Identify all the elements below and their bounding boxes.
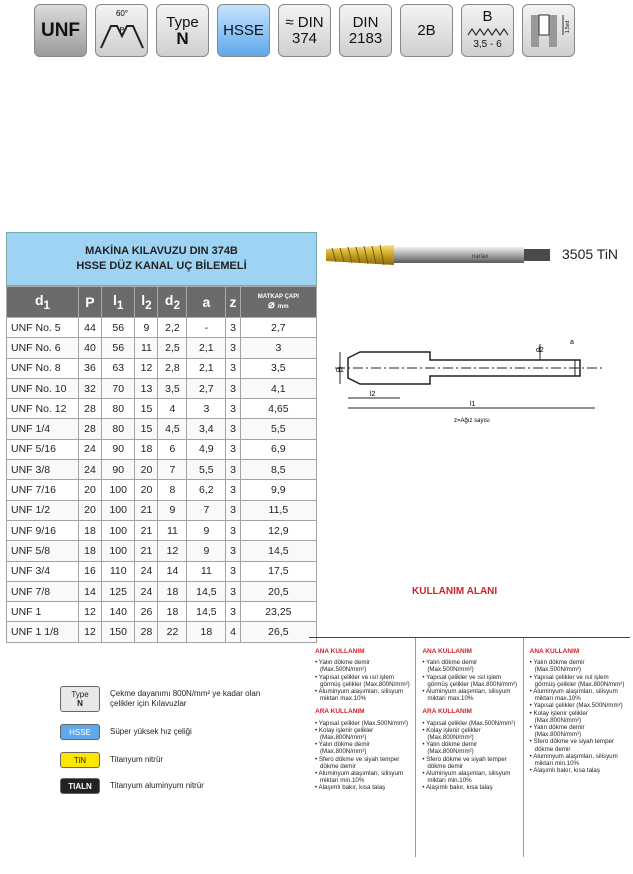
usage-column [523,638,630,857]
table-cell: 8,5 [240,460,316,480]
unf-label: UNF [40,19,81,41]
table-cell: 12 [135,358,158,378]
usage-item: • Aluminyum alaşımları, silisyum miktarı max.10% [422,688,518,702]
table-cell: 18 [187,622,226,642]
table-cell: 4,65 [240,399,316,419]
dimension-table [6,286,317,643]
dimension-drawing [330,330,615,430]
table-cell: 9 [187,520,226,540]
table-cell: 2,7 [187,378,226,398]
table-cell: 21 [135,520,158,540]
drill-header-text: MATKAP ÇAPI [257,294,299,300]
table-cell: 20 [79,480,102,500]
table-cell: 3 [226,419,240,439]
d2-label: d2 [536,347,544,354]
table-cell: 28 [79,419,102,439]
thread-size-cell: UNF No. 8 [7,358,79,378]
table-cell: 24 [79,460,102,480]
usage-column [415,638,522,857]
table-cell: 150 [101,622,135,642]
thread-size-cell: UNF 1/2 [7,500,79,520]
usage-list [422,659,518,702]
table-title-line2: HSSE DÜZ KANAL UÇ BİLEMELİ [76,260,247,272]
table-row [7,399,317,419]
usage-heading: ANA KULLANIM [315,648,365,655]
table-cell: 3 [226,378,240,398]
table-cell: 4 [158,399,187,419]
chamfer-label: 3,5 - 6 [473,38,502,50]
table-cell: 9 [158,500,187,520]
table-cell: 3,5 [240,358,316,378]
thread-size-cell: UNF 1 [7,602,79,622]
table-cell: 3 [226,480,240,500]
table-cell: 100 [101,500,135,520]
thread-size-cell: UNF 5/8 [7,541,79,561]
usage-item: • Yapısal çelikler (Max.500N/mm²) [315,720,411,727]
thread-size-cell: UNF No. 5 [7,318,79,338]
table-cell: 2,7 [240,318,316,338]
table-title-line1: MAKİNA KILAVUZU DIN 374B [85,245,238,257]
usage-item: • Yapısal çelikler ve ısıl işlem görmüş çelikler (Max.800N/mm²) [530,674,626,688]
legend-hsse [60,724,270,740]
thread-size-cell: UNF 3/8 [7,460,79,480]
table-cell: 24 [135,561,158,581]
usage-item: • Aluminyum alaşımları, silisyum miktarı min.10% [530,753,626,767]
table-cell: 2,2 [158,318,187,338]
hsse-label: HSSE [223,21,264,39]
table-row [7,561,317,581]
table-row [7,581,317,601]
angle-label: 60° [115,8,128,18]
table-cell: 40 [79,338,102,358]
table-cell: 100 [101,541,135,561]
table-cell: 5,5 [187,460,226,480]
depth-label: 1,5xd [564,20,571,33]
usage-item: • Sfero dökme ve siyah temper dökme demir [530,738,626,752]
thread-size-cell: UNF No. 10 [7,378,79,398]
usage-item: • Sfero dökme ve siyah temper dökme demir [422,756,518,770]
din374-number: 374 [291,29,318,47]
thread-size-cell: UNF 7/16 [7,480,79,500]
din374-line1: ≈ DIN [285,13,324,31]
table-cell: 3 [226,561,240,581]
table-cell: 100 [101,480,135,500]
table-row [7,480,317,500]
table-cell: 20 [79,500,102,520]
header-d1: $d_1$ [7,287,79,318]
table-cell: 9 [187,541,226,561]
table-cell: 12 [79,622,102,642]
flute-note: z=Ağız sayısı [454,418,490,424]
thread-profile-icon [97,6,147,56]
table-cell: 18 [158,602,187,622]
header-l1: $l_1$ [101,287,135,318]
table-row [7,358,317,378]
table-cell: 63 [101,358,135,378]
table-cell: - [187,318,226,338]
usage-item: • Alaşımlı bakır, kısa talaş [530,767,626,774]
usage-item: • Aluminyum alaşımları, silisyum miktarı max.10% [530,688,626,702]
table-cell: 7 [158,460,187,480]
table-cell: 11 [135,338,158,358]
table-cell: 26,5 [240,622,316,642]
header-l2: $l_2$ [135,287,158,318]
table-cell: 23,25 [240,602,316,622]
legend-hsse-box: HSSE [60,724,100,740]
table-row [7,378,317,398]
usage-subheading: ARA KULLANIM [422,708,472,716]
pitch-label: P [119,26,124,34]
usage-subheading: ARA KULLANIM [315,708,365,716]
table-row [7,419,317,439]
header-z: z [226,287,240,318]
table-cell: 4 [226,622,240,642]
table-cell: 24 [135,581,158,601]
din374-badge [278,4,331,57]
table-cell: 3 [226,520,240,540]
header-d2: $d_2$ [158,287,187,318]
legend-type [60,686,270,712]
header-p: P [79,287,102,318]
usage-item: • Yalın dökme demir (Max.800N/mm²) [530,724,626,738]
table-cell: 13 [135,378,158,398]
table-row [7,460,317,480]
thread-size-cell: UNF 1 1/8 [7,622,79,642]
tool-brand: nariax [472,254,489,260]
din2183-badge [339,4,392,57]
table-cell: 6 [158,439,187,459]
a-label: a [570,339,574,346]
d1-label: d1 [336,367,344,374]
table-cell: 4,5 [158,419,187,439]
table-cell: 7 [187,500,226,520]
table-cell: 15 [135,399,158,419]
table-row [7,520,317,540]
table-cell: 90 [101,439,135,459]
table-cell: 80 [101,419,135,439]
table-row [7,602,317,622]
table-row [7,338,317,358]
legend-hsse-text: Süper yüksek hız çeliği [110,727,192,736]
usage-item: • Yalın dökme demir (Max.800N/mm²) [315,741,411,755]
usage-list [315,659,411,702]
usage-item: • Yalın dökme demir (Max.500N/mm²) [315,659,411,673]
legend-tialn-box: TIALN [60,778,100,794]
usage-sublist [315,720,411,792]
table-cell: 16 [79,561,102,581]
tap-tool-image [322,240,552,270]
table-cell: 2,5 [158,338,187,358]
table-cell: 18 [79,541,102,561]
din2183-text: DIN [352,13,379,31]
table-cell: 3 [187,399,226,419]
table-cell: 3 [226,581,240,601]
table-cell: 12 [79,602,102,622]
usage-item: • Aluminyum alaşımları, silisyum miktarı max.10% [315,688,411,702]
usage-item: • Aluminyum alaşımları, silisyum miktarı min.10% [315,770,411,784]
usage-item: • Alaşımlı bakır, kısa talaş [315,784,411,791]
unf-badge [34,4,87,57]
usage-item: • Sfero dökme ve siyah temper dökme demir [315,756,411,770]
table-title [6,232,317,286]
table-cell: 3 [226,399,240,419]
table-cell: 70 [101,378,135,398]
thread-size-cell: UNF 1/4 [7,419,79,439]
table-cell: 3 [226,338,240,358]
table-cell: 4,9 [187,439,226,459]
l2-label: l2 [370,391,376,398]
legend-type-line2: N [77,699,83,708]
table-cell: 3,5 [158,378,187,398]
feature-badges [34,4,575,57]
din374-text: DIN [297,13,324,31]
table-cell: 2,8 [158,358,187,378]
type-value: N [176,28,189,48]
table-cell: 28 [135,622,158,642]
table-cell: 14,5 [187,581,226,601]
usage-item: • Kolay işlenir çelikler (Max.800N/mm²) [530,710,626,724]
tolerance-label: 2B [417,21,436,39]
table-cell: 26 [135,602,158,622]
table-row [7,541,317,561]
legend-type-line1: Type [71,690,89,699]
usage-item: • Yapısal çelikler ve ısıl işlem görmüş çelikler (Max.800N/mm²) [422,674,518,688]
usage-item: • Kolay işlenir çelikler (Max.800N/mm²) [422,727,518,741]
table-cell: 15 [135,419,158,439]
usage-heading: ANA KULLANIM [529,648,580,655]
table-row [7,439,317,459]
table-cell: 2,1 [187,358,226,378]
usage-heading: ANA KULLANIM [422,648,472,655]
table-cell: 110 [101,561,135,581]
table-cell: 3 [226,541,240,561]
legend-tialn [60,778,270,794]
thread-size-cell: UNF 7/8 [7,581,79,601]
table-cell: 18 [135,439,158,459]
table-cell: 5,5 [240,419,316,439]
table-cell: 3 [226,358,240,378]
table-cell: 3 [226,439,240,459]
table-cell: 100 [101,520,135,540]
table-cell: 18 [158,581,187,601]
table-cell: 56 [101,338,135,358]
thread-depth-badge [522,4,575,57]
tolerance-badge [400,4,453,57]
table-cell: 3,4 [187,419,226,439]
usage-item: • Alaşımlı bakır, kısa talaş [422,784,518,791]
usage-item: • Aluminyum alaşımları, silisyum miktarı min.10% [422,770,518,784]
thread-size-cell: UNF 9/16 [7,520,79,540]
table-cell: 3 [226,602,240,622]
drill-unit: mm [277,304,289,310]
table-cell: 20 [135,460,158,480]
table-cell: 20 [135,480,158,500]
table-cell: 3 [226,500,240,520]
header-drill-diameter [240,287,316,318]
table-cell: 4,1 [240,378,316,398]
table-cell: 14,5 [240,541,316,561]
din2183-number: 2183 [348,29,383,47]
hsse-badge [217,4,270,57]
spec-table [6,232,317,643]
table-row [7,318,317,338]
chamfer-thread-icon [466,25,510,37]
table-cell: 3 [240,338,316,358]
usage-item: • Yapısal çelikler (Max.500N/mm²) [530,702,626,709]
legend-tialn-text: Titanyum aluminyum nitrür [110,781,204,790]
header-a: a [187,287,226,318]
thread-size-cell: UNF 3/4 [7,561,79,581]
table-cell: 11 [187,561,226,581]
table-cell: 17,5 [240,561,316,581]
table-row [7,622,317,642]
table-cell: 12,9 [240,520,316,540]
table-cell: 14,5 [187,602,226,622]
table-cell: 3 [226,460,240,480]
table-body [7,318,317,643]
usage-item: • Yapısal çelikler ve ısıl işlem görmüş çelikler (Max.800N/mm²) [315,674,411,688]
usage-area [309,637,630,857]
table-cell: 140 [101,602,135,622]
table-cell: 28 [79,399,102,419]
table-cell: 21 [135,500,158,520]
usage-title: KULLANIM ALANI [412,586,498,597]
type-label: Type [166,13,199,31]
table-cell: 21 [135,541,158,561]
type-badge [156,4,209,57]
table-cell: 90 [101,460,135,480]
legend-type-text: Çekme dayanımı 800N/mm² ye kadar olan çelikler için Kılavuzlar [110,689,261,708]
table-cell: 11 [158,520,187,540]
hole-depth-icon [525,7,573,55]
table-cell: 44 [79,318,102,338]
table-cell: 9 [135,318,158,338]
table-cell: 14 [79,581,102,601]
thread-size-cell: UNF 5/16 [7,439,79,459]
table-cell: 20,5 [240,581,316,601]
table-cell: 6,9 [240,439,316,459]
usage-item: • Yapısal çelikler (Max.500N/mm²) [422,720,518,727]
usage-item: • Yalın dökme demir (Max.800N/mm²) [422,741,518,755]
legend-tin-box: TiN [60,752,100,768]
usage-item: • Yalın dökme demir (Max.500N/mm²) [422,659,518,673]
legend-tin-text: Titanyum nitrür [110,755,164,764]
table-cell: 3 [226,318,240,338]
table-header-row [7,287,317,318]
table-cell: 56 [101,318,135,338]
usage-item: • Kolay işlenir çelikler (Max.800N/mm²) [315,727,411,741]
table-cell: 18 [79,520,102,540]
table-cell: 22 [158,622,187,642]
table-cell: 24 [79,439,102,459]
usage-sublist [422,720,518,792]
table-cell: 6,2 [187,480,226,500]
usage-list [530,659,626,774]
table-cell: 125 [101,581,135,601]
tool-code: 3505 TiN [562,246,619,262]
table-cell: 11,5 [240,500,316,520]
table-cell: 9,9 [240,480,316,500]
table-cell: 12 [158,541,187,561]
form-label: B [482,7,493,25]
usage-item: • Yalın dökme demir (Max.500N/mm²) [530,659,626,673]
legend-type-box [60,686,100,712]
thread-size-cell: UNF No. 12 [7,399,79,419]
chamfer-form-badge [461,4,514,57]
table-cell: 2,1 [187,338,226,358]
l1-label: l1 [470,401,476,408]
table-cell: 80 [101,399,135,419]
table-cell: 14 [158,561,187,581]
thread-angle-badge [95,4,148,57]
legend-tin [60,752,270,768]
diameter-icon: ⌀ mm [268,299,289,311]
thread-size-cell: UNF No. 6 [7,338,79,358]
usage-column [309,638,415,857]
table-row [7,500,317,520]
table-cell: 8 [158,480,187,500]
table-cell: 32 [79,378,102,398]
table-cell: 36 [79,358,102,378]
